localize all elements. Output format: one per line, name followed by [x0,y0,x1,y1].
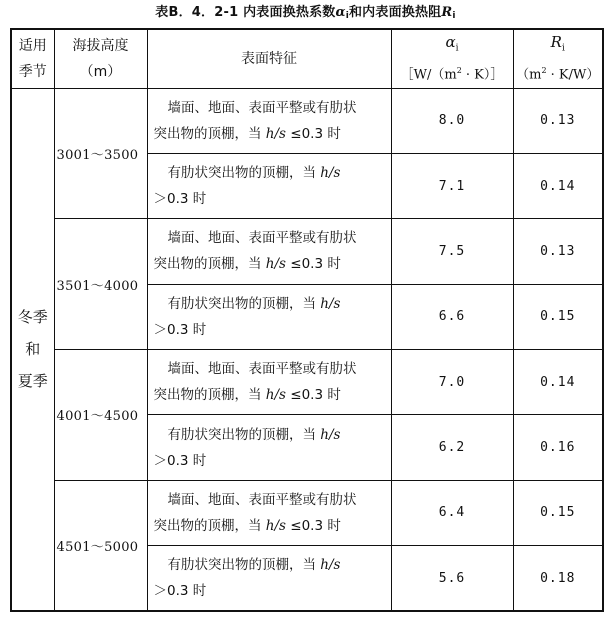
season-cell [11,88,54,611]
header-row [11,29,603,88]
table-caption [0,3,611,26]
header-r-unit-a: （m [516,67,542,83]
season-line-3: 夏季 [17,372,48,391]
feature-flat-text-a: 突出物的顶棚，当 [153,256,266,273]
table-row [11,219,603,284]
alpha-value: 7.1 [391,153,513,218]
surface-feature-ribbed [147,546,391,611]
r-value: 0.15 [513,480,603,545]
header-r-unit [514,60,603,86]
caption-middle: 和内表面换热阻 [348,5,442,20]
feature-flat-text-a: 突出物的顶棚，当 [153,125,266,142]
feature-ribbed-line-1 [154,291,391,317]
feature-ribbed-text-a: 有肋状突出物的顶棚，当 [167,165,321,182]
r-value: 0.18 [513,546,603,611]
table-row [11,350,603,415]
feature-ribbed-ratio: h/s [320,295,341,312]
header-season-line-1: 适用 [18,37,47,54]
r-value: 0.15 [513,284,603,349]
feature-flat-ratio: h/s [265,125,286,142]
header-r-unit-sup: 2 [541,65,547,75]
feature-flat-line-2 [154,121,391,147]
surface-feature-flat [147,219,391,284]
caption-alpha-symbol: α [335,5,346,20]
table-row [11,88,603,153]
caption-r-symbol: R [441,5,453,20]
feature-ribbed-line-2: ＞0.3 时 [153,583,207,600]
surface-feature-ribbed [147,415,391,480]
altitude-range: 4001～4500 [54,350,147,481]
header-alpha-symbol: α [445,33,456,52]
header-altitude-line-2: （m） [79,63,122,80]
feature-flat-ratio: h/s [265,517,286,534]
feature-flat-ratio: h/s [265,387,286,404]
surface-feature-ribbed [147,153,391,218]
alpha-value: 7.5 [391,219,513,284]
alpha-value: 6.2 [391,415,513,480]
header-altitude-line-1: 海拔高度 [72,37,129,54]
caption-alpha-subscript: i [345,11,349,21]
altitude-range: 3501～4000 [54,219,147,350]
feature-flat-text-b: ≤0.3 时 [285,125,341,142]
feature-ribbed-line-2: ＞0.3 时 [153,452,207,469]
r-value: 0.13 [513,219,603,284]
surface-feature-flat [147,480,391,545]
feature-ribbed-line-1 [154,422,391,448]
feature-ribbed-ratio: h/s [320,426,341,443]
header-r-symbol-line [514,31,603,60]
feature-ribbed-line-1 [154,160,391,186]
header-surface-feature: 表面特征 [147,29,391,88]
r-value: 0.16 [513,415,603,480]
feature-flat-line-2 [154,513,391,539]
header-r [513,29,603,88]
alpha-value: 5.6 [391,546,513,611]
feature-ribbed-line-2: ＞0.3 时 [153,321,207,338]
header-r-subscript: i [561,43,565,54]
feature-flat-text-b: ≤0.3 时 [285,517,341,534]
heat-transfer-table [10,28,604,612]
alpha-value: 7.0 [391,350,513,415]
header-alpha-unit-sup: 2 [456,65,462,75]
feature-ribbed-text-a: 有肋状突出物的顶棚，当 [167,295,321,312]
feature-ribbed-line-2: ＞0.3 时 [153,191,207,208]
surface-feature-ribbed [147,284,391,349]
altitude-range: 4501～5000 [54,480,147,611]
season-line-1: 冬季 [17,308,48,327]
table-row [11,480,603,545]
header-r-unit-b: · K/W） [546,67,600,83]
feature-flat-line-1: 墙面、地面、表面平整或有肋状 [167,99,357,116]
feature-ribbed-text-a: 有肋状突出物的顶棚，当 [167,557,321,574]
feature-ribbed-ratio: h/s [320,165,341,182]
header-alpha-unit-b: · K）］ [461,67,504,83]
header-alpha-symbol-line [392,31,513,60]
header-alpha-unit [392,60,513,86]
alpha-value: 8.0 [391,88,513,153]
feature-flat-line-1: 墙面、地面、表面平整或有肋状 [167,491,357,508]
feature-flat-line-2 [154,251,391,277]
altitude-range: 3001～3500 [54,88,147,219]
header-season [11,29,54,88]
feature-flat-line-2 [154,382,391,408]
feature-ribbed-line-1 [154,552,391,578]
header-season-line-2: 季节 [18,63,47,80]
feature-ribbed-text-a: 有肋状突出物的顶棚，当 [167,426,321,443]
header-alpha [391,29,513,88]
feature-ribbed-ratio: h/s [320,557,341,574]
feature-flat-text-a: 突出物的顶棚，当 [153,517,266,534]
header-alpha-subscript: i [455,43,459,54]
alpha-value: 6.4 [391,480,513,545]
r-value: 0.14 [513,350,603,415]
header-altitude [54,29,147,88]
season-line-2: 和 [25,340,41,359]
feature-flat-line-1: 墙面、地面、表面平整或有肋状 [167,361,357,378]
header-alpha-unit-a: ［W/（m [400,67,457,83]
caption-prefix: 表B．4．2-1 内表面换热系数 [155,5,336,20]
r-value: 0.14 [513,153,603,218]
surface-feature-flat [147,88,391,153]
r-value: 0.13 [513,88,603,153]
surface-feature-flat [147,350,391,415]
feature-flat-ratio: h/s [265,256,286,273]
caption-r-subscript: i [452,11,456,21]
feature-flat-line-1: 墙面、地面、表面平整或有肋状 [167,230,357,247]
feature-flat-text-b: ≤0.3 时 [285,387,341,404]
feature-flat-text-a: 突出物的顶棚，当 [153,387,266,404]
alpha-value: 6.6 [391,284,513,349]
feature-flat-text-b: ≤0.3 时 [285,256,341,273]
header-r-symbol: R [550,33,562,52]
